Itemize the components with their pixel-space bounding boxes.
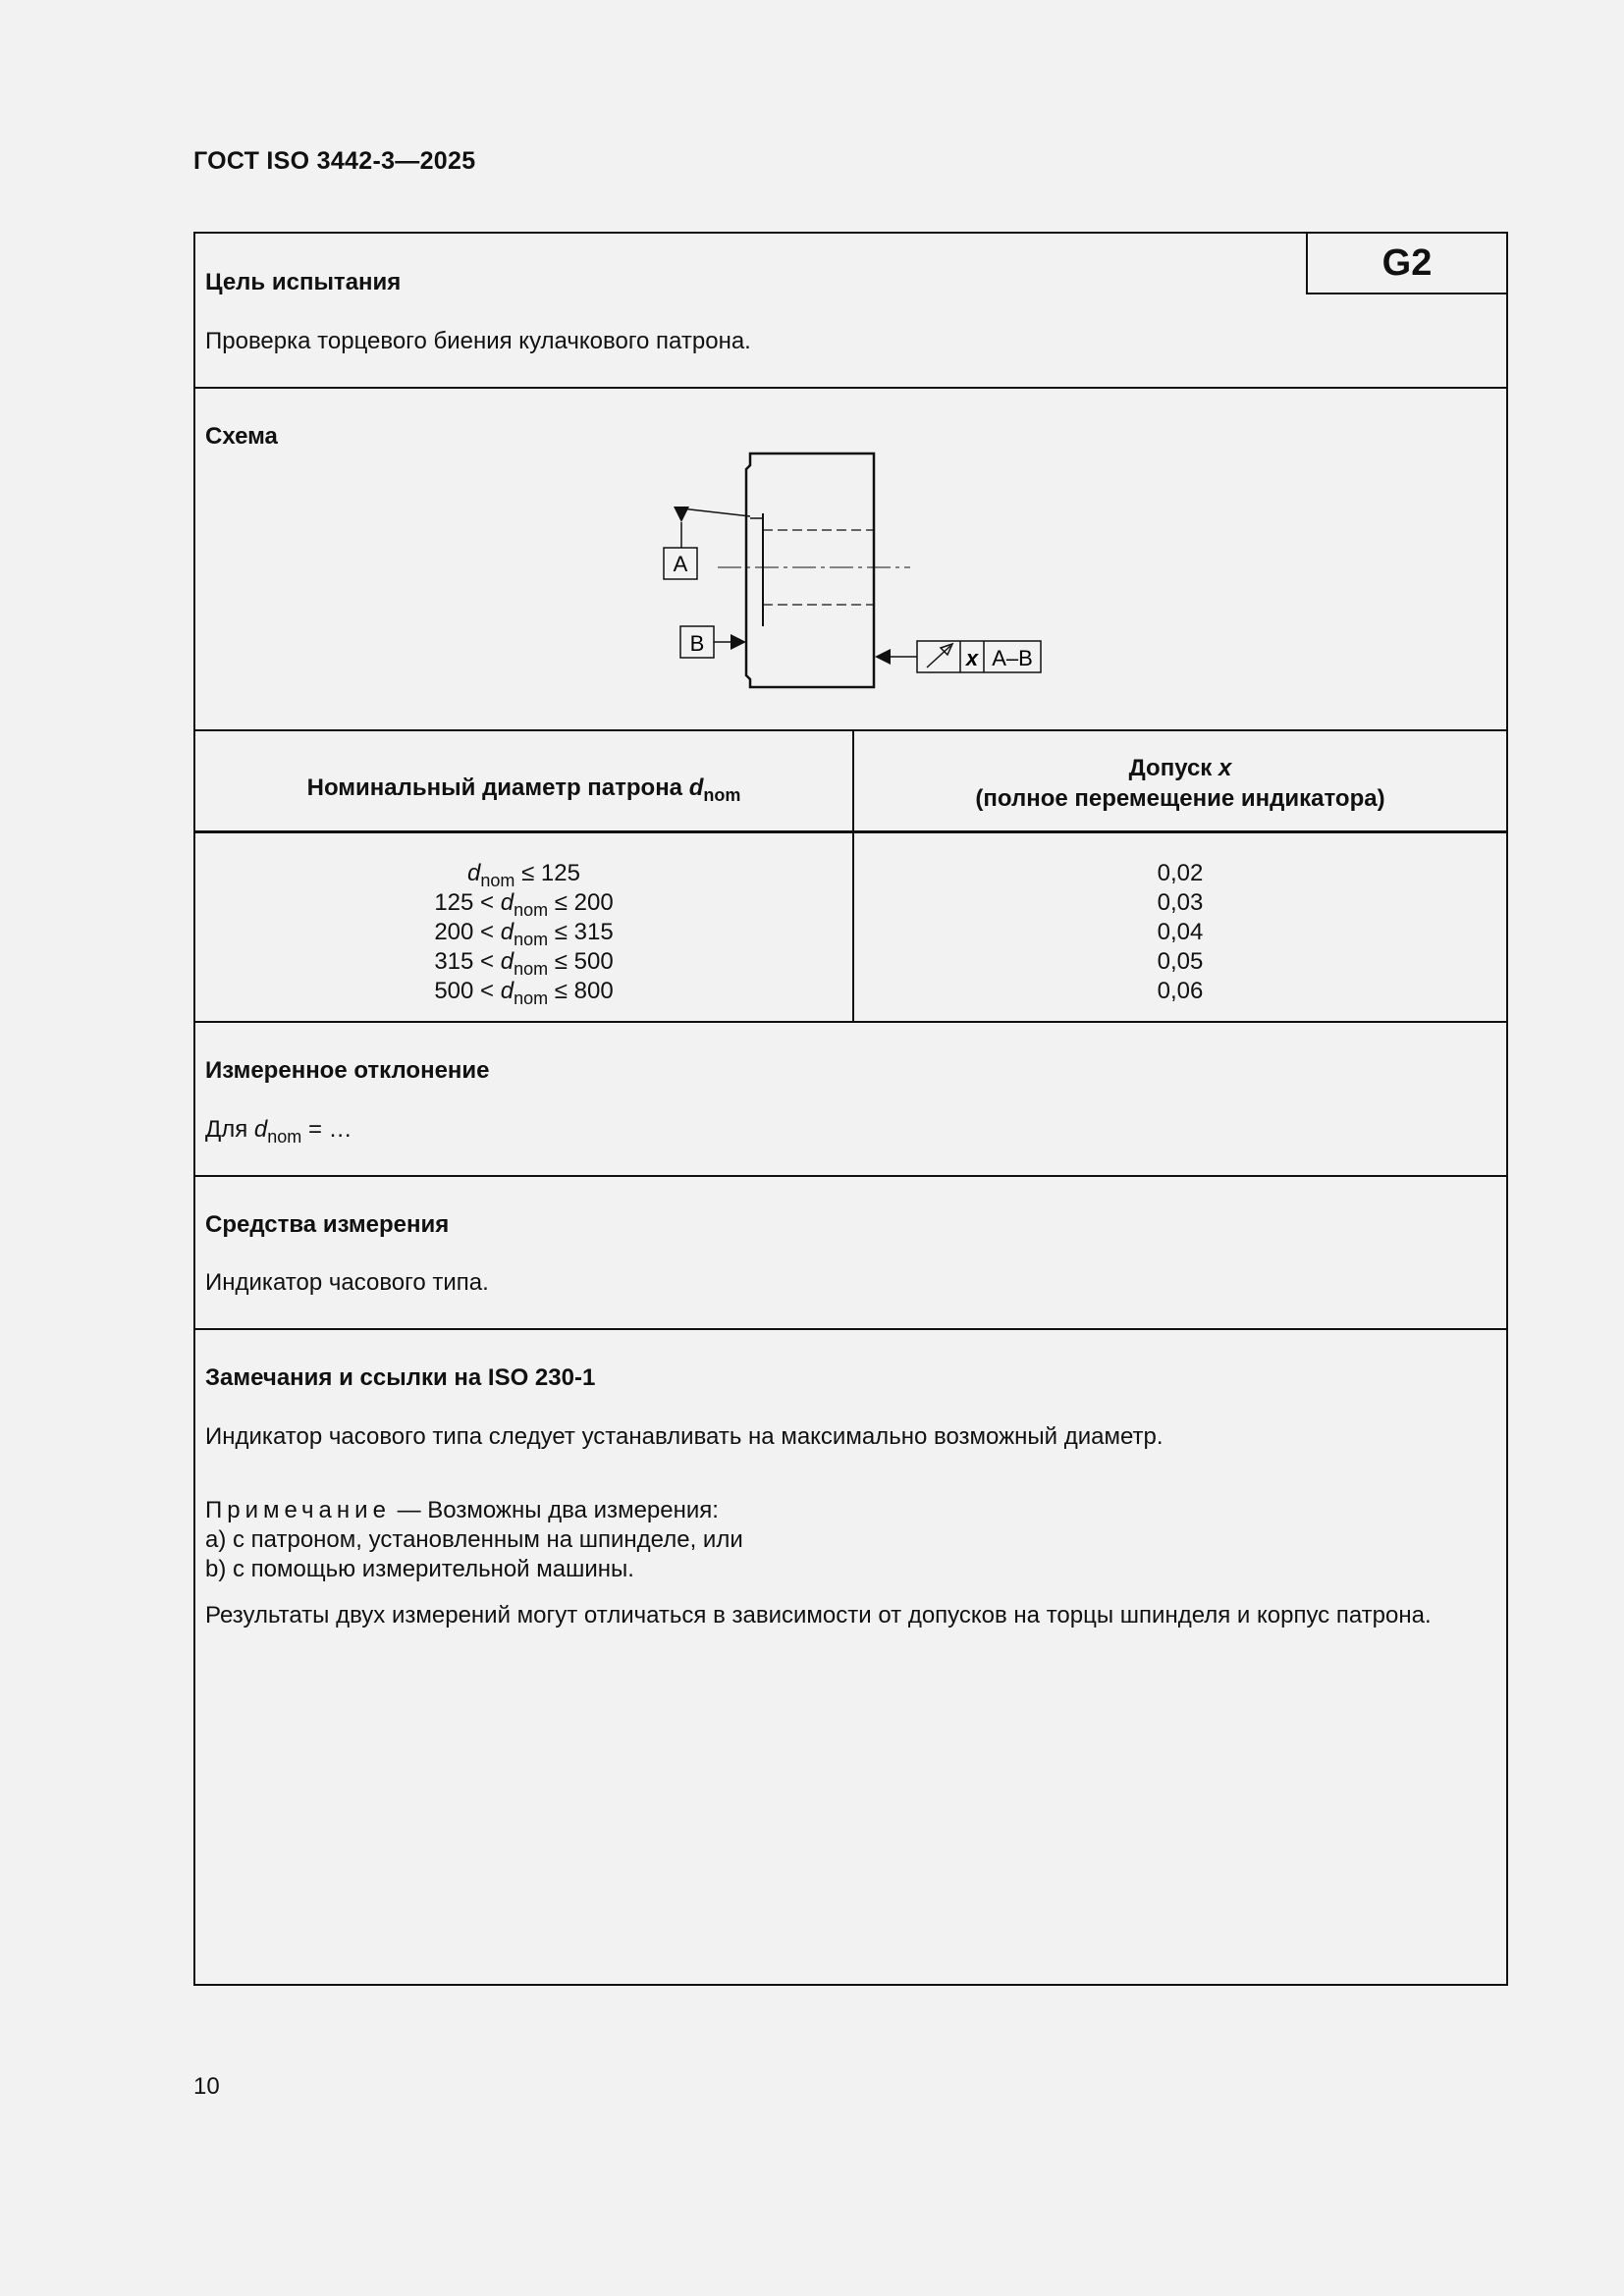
table-col1-header: Номинальный диаметр патрона $d_{nom}$ <box>306 774 741 805</box>
table-col2-header-line2: (полное перемещение индикатора) <box>975 785 1385 812</box>
datum-a-label: A <box>673 552 688 576</box>
tolerance-cell: 0,03 <box>1157 889 1204 916</box>
table-row: $500 < d_{nom} \le 800$ <box>434 978 614 1008</box>
instruments-text: Индикатор часового типа. <box>205 1269 489 1296</box>
objective-heading: Цель испытания <box>205 269 402 295</box>
table-row: $d_{nom} \le 125$ <box>467 860 580 890</box>
tolerance-cell: 0,02 <box>1157 860 1204 886</box>
tolerance-values <box>854 859 1506 1006</box>
instruments-heading: Средства измерения <box>205 1211 450 1238</box>
remarks-heading: Замечания и ссылки на ISO 230-1 <box>205 1364 596 1391</box>
tolerance-cell: 0,06 <box>1157 978 1204 1004</box>
divider <box>195 729 1506 731</box>
objective-text: Проверка торцевого биения кулачкового патрона. <box>205 328 751 354</box>
table-row: $200 < d_{nom} \le 315$ <box>434 919 614 949</box>
measured-heading: Измеренное отклонение <box>205 1057 490 1084</box>
tolerance-value: x <box>965 646 979 670</box>
tolerance-cell: 0,04 <box>1157 919 1204 945</box>
test-id-box: G2 <box>1306 232 1508 294</box>
datum-b-label: B <box>689 631 705 656</box>
test-sheet <box>193 232 1508 1986</box>
diameter-ranges <box>195 859 852 1006</box>
tolerance-cell: 0,05 <box>1157 948 1204 975</box>
divider <box>195 1175 1506 1177</box>
table-row: $125 < d_{nom} \le 200$ <box>434 889 614 920</box>
divider <box>195 1021 1506 1023</box>
diagram-heading: Схема <box>205 423 278 450</box>
table-row: $315 < d_{nom} \le 500$ <box>434 948 614 979</box>
chuck-diagram <box>195 234 1506 744</box>
table-col2-header-line1: Допуск x <box>1128 755 1232 781</box>
measured-text: Для $d_{nom}$ = … <box>205 1116 352 1147</box>
remarks-text: Индикатор часового типа следует устанавливать на максимально возможный диаметр. <box>205 1423 1164 1450</box>
tolerance-datums: A–B <box>992 646 1033 670</box>
runout-icon <box>927 646 950 667</box>
remarks-conclusion: Результаты двух измерений могут отличаться в зависимости от допусков на торцы шпинделя и корпус патрона. <box>205 1602 1432 1629</box>
note-line: Примечание — Возможны два измерения: <box>205 1497 719 1523</box>
document-header: ГОСТ ISO 3442-3—2025 <box>193 147 476 175</box>
note-item-a: a) с патроном, установленным на шпинделе, или <box>205 1526 743 1553</box>
divider <box>195 1328 1506 1330</box>
page-number: 10 <box>193 2073 220 2100</box>
table-header-divider <box>195 830 1506 833</box>
note-item-b: b) с помощью измерительной машины. <box>205 1556 634 1582</box>
